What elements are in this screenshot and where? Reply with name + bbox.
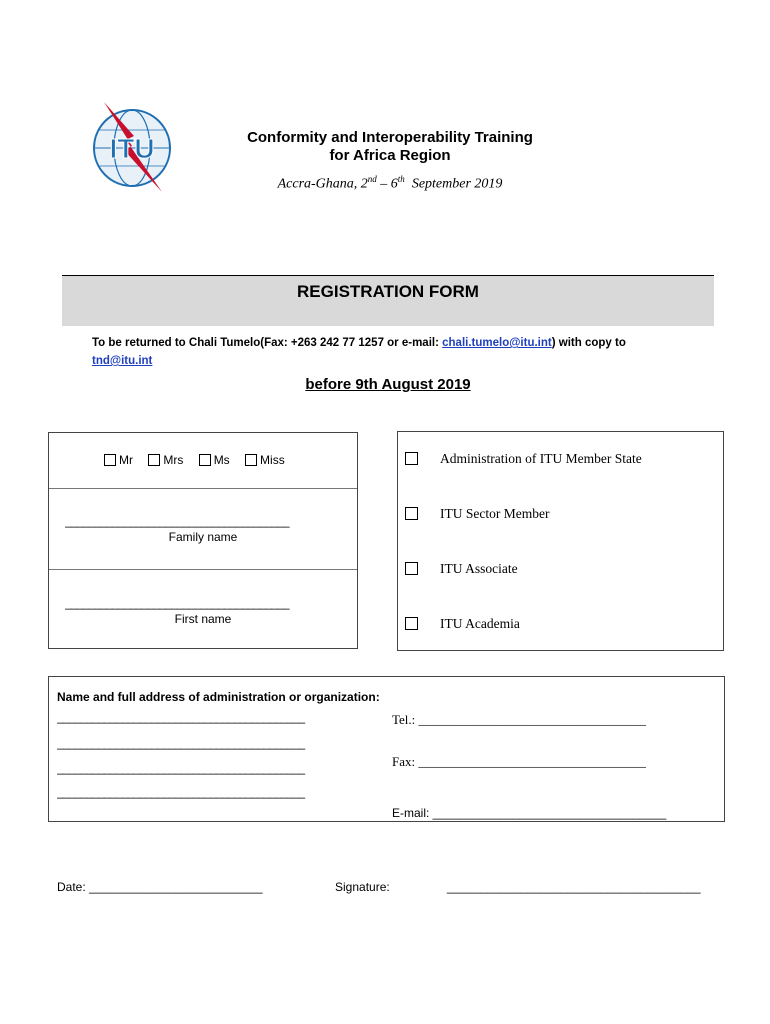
family-name-field[interactable]: ______________________________________ (65, 516, 290, 528)
email-field[interactable]: E-mail: ___________________________________ (392, 806, 667, 820)
address-line-3[interactable]: __________________________________________ (57, 763, 305, 775)
title-option-miss[interactable]: Miss (245, 453, 285, 467)
title-option-ms[interactable]: Ms (199, 453, 230, 467)
title-option-mrs[interactable]: Mrs (148, 453, 183, 467)
first-name-label: First name (174, 612, 232, 626)
checkbox-mr[interactable] (104, 454, 116, 466)
address-line-2[interactable]: __________________________________________ (57, 738, 305, 750)
title-options (104, 453, 297, 467)
fax-field[interactable]: Fax: ___________________________________ (392, 754, 646, 769)
first-name-field[interactable]: ______________________________________ (65, 598, 290, 610)
family-name-label: Family name (168, 530, 238, 544)
event-location-date: Accra-Ghana, 2nd – 6th September 2019 (277, 174, 503, 192)
email-link-chali[interactable]: chali.tumelo@itu.int (442, 337, 552, 349)
date-field[interactable]: Date: __________________________ (57, 880, 263, 894)
checkbox-member-state[interactable] (405, 452, 418, 465)
form-title: REGISTRATION FORM (297, 282, 479, 301)
checkbox-academia[interactable] (405, 617, 418, 630)
logo-text: ITU (109, 133, 155, 164)
category-associate: ITU Associate (440, 561, 518, 576)
checkbox-mrs[interactable] (148, 454, 160, 466)
tel-field[interactable]: Tel.: ___________________________________ (392, 712, 647, 727)
checkbox-sector-member[interactable] (405, 507, 418, 520)
checkbox-associate[interactable] (405, 562, 418, 575)
deadline: before 9th August 2019 (305, 376, 471, 393)
category-academia: ITU Academia (440, 616, 520, 631)
address-line-4[interactable]: __________________________________________ (57, 787, 305, 799)
address-line-1[interactable]: __________________________________________ (57, 712, 305, 724)
checkbox-miss[interactable] (245, 454, 257, 466)
title-option-mr[interactable]: Mr (104, 453, 133, 467)
event-title-line2: for Africa Region (329, 147, 451, 164)
event-title-line1: Conformity and Interoperability Training (247, 129, 533, 146)
return-instructions-line2 (92, 355, 152, 367)
itu-logo (84, 96, 180, 196)
return-instructions: To be returned to Chali Tumelo(Fax: +263 242 77 1257 or e-mail: chali.tumelo@itu.int) with copy to (92, 337, 626, 349)
signature-field[interactable]: ______________________________________ (447, 880, 701, 894)
address-label: Name and full address of administration or organization: (57, 690, 380, 704)
checkbox-ms[interactable] (199, 454, 211, 466)
email-link-tnd[interactable]: tnd@itu.int (92, 355, 153, 367)
category-member-state: Administration of ITU Member State (440, 451, 642, 466)
category-sector-member: ITU Sector Member (440, 506, 550, 521)
signature-label: Signature: (335, 880, 390, 894)
